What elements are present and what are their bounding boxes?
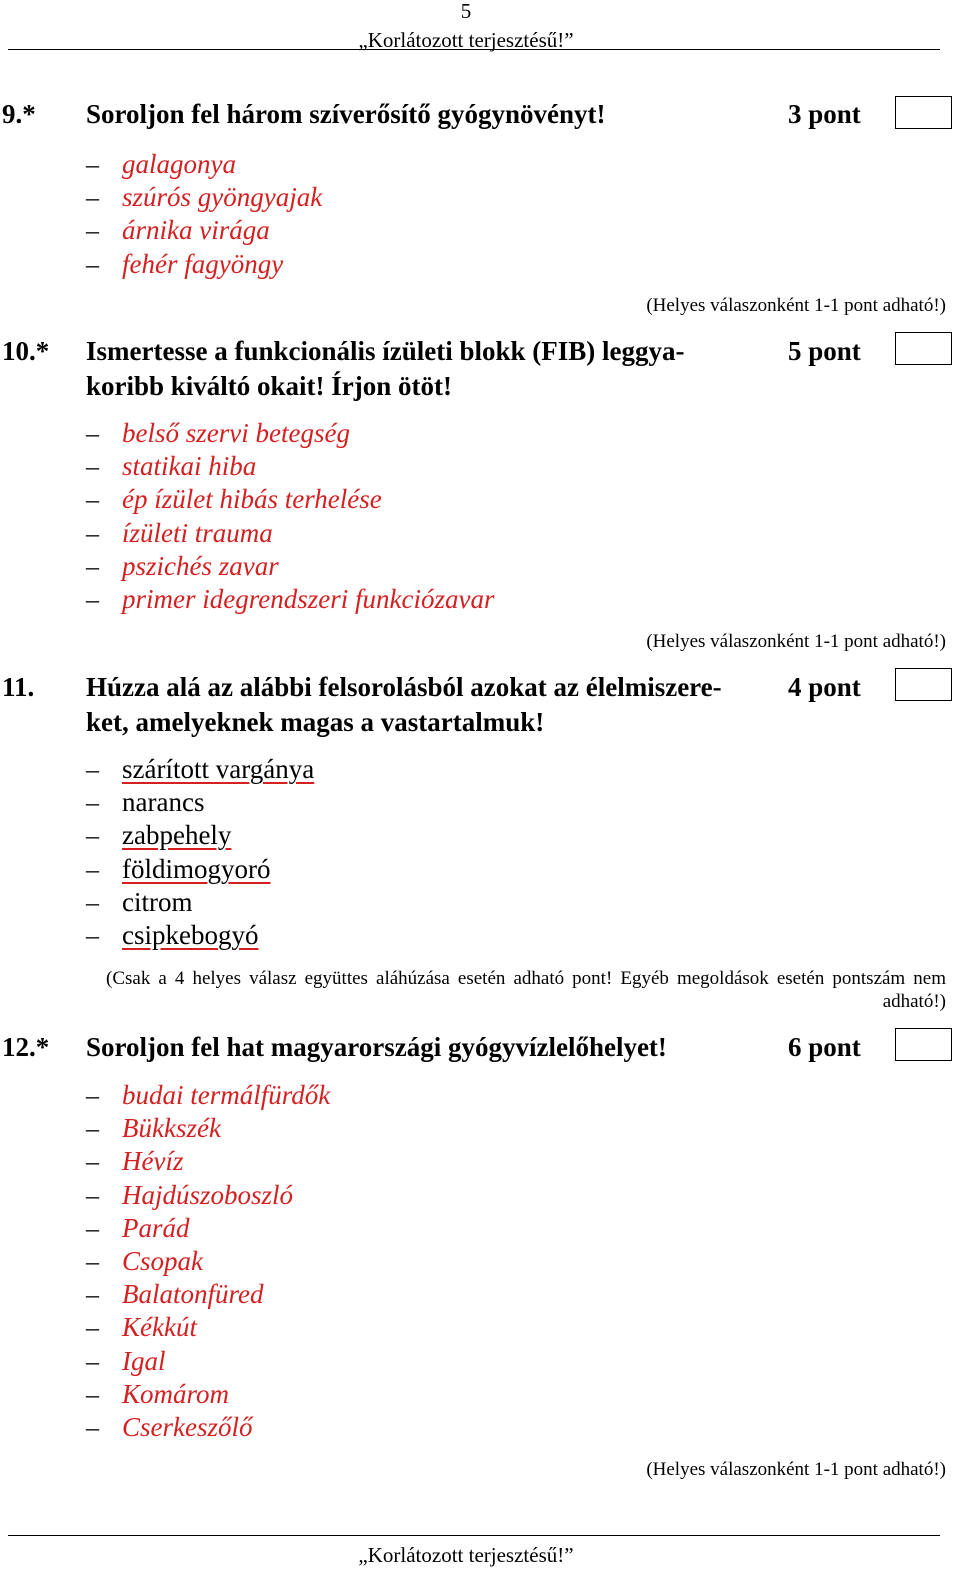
header-divider [8,49,940,50]
list-marker: – [86,1214,99,1243]
q12-answer: Igal [122,1346,166,1376]
list-marker: – [86,788,99,817]
q12-answer: Kékkút [122,1312,197,1342]
q10-answer: pszichés zavar [122,551,279,581]
q12-scoring-note: (Helyes válaszonként 1-1 pont adható!) [646,1459,946,1480]
list-marker: – [86,1380,99,1409]
q10-answer: ízületi trauma [122,518,273,548]
list-marker: – [86,921,99,950]
list-marker: – [86,1347,99,1376]
list-marker: – [86,519,99,548]
q9-text: Soroljon fel három szíverősítő gyógynövényt! [86,99,606,129]
header-restriction: „Korlátozott terjesztésű!” [358,28,574,52]
q9-answer: galagonya [122,149,236,179]
q12-number: 12.* [2,1032,50,1062]
q9-answer: árnika virága [122,215,270,245]
q12-answer: Cserkeszőlő [122,1412,253,1442]
list-marker: – [86,855,99,884]
list-marker: – [86,1313,99,1342]
q11-option[interactable]: citrom [122,887,193,917]
list-marker: – [86,1247,99,1276]
q9-answer: fehér fagyöngy [122,249,284,279]
q10-number: 10.* [2,336,50,366]
list-marker: – [86,1081,99,1110]
q11-text-line2: ket, amelyeknek magas a vastartalmuk! [86,707,545,737]
q12-answer: Csopak [122,1246,203,1276]
list-marker: – [86,755,99,784]
q10-answer: ép ízület hibás terhelése [122,484,382,514]
q10-answer: primer idegrendszeri funkciózavar [122,584,495,614]
q10-points: 5 pont [788,336,861,366]
q12-answer: Hévíz [122,1146,184,1176]
q11-option[interactable]: narancs [122,787,205,817]
q11-score-box[interactable] [895,668,952,701]
footer-restriction: „Korlátozott terjesztésű!” [358,1543,574,1567]
list-marker: – [86,452,99,481]
q11-text-line1: Húzza alá az alábbi felsorolásból azokat az élelmiszere- [86,672,722,702]
footer-divider [8,1535,940,1536]
q11-option-underlined[interactable]: szárított vargánya [122,754,315,784]
q11-scoring-note: (Csak a 4 helyes válasz együttes aláhúzása esetén adható pont! Egyéb megoldások esetén pontszám nem adható!) [106,968,946,1012]
q12-answer: Parád [122,1213,190,1243]
q9-scoring-note: (Helyes válaszonként 1-1 pont adható!) [646,295,946,316]
list-marker: – [86,150,99,179]
q9-number: 9.* [2,99,36,129]
list-marker: – [86,485,99,514]
list-marker: – [86,183,99,212]
list-marker: – [86,216,99,245]
q12-answer: Bükkszék [122,1113,221,1143]
q11-option-underlined[interactable]: csipkebogyó [122,920,259,950]
q11-number: 11. [2,672,35,702]
q10-answer: statikai hiba [122,451,257,481]
q9-answer: szúrós gyöngyajak [122,182,323,212]
q12-answer: Balatonfüred [122,1279,264,1309]
q12-answer: budai termálfürdők [122,1080,331,1110]
q10-scoring-note: (Helyes válaszonként 1-1 pont adható!) [646,631,946,652]
list-marker: – [86,1147,99,1176]
q12-points: 6 pont [788,1032,861,1062]
list-marker: – [86,1181,99,1210]
list-marker: – [86,1413,99,1442]
page-number: 5 [460,0,472,23]
q10-score-box[interactable] [895,332,952,365]
q11-option-underlined[interactable]: földimogyoró [122,854,271,884]
list-marker: – [86,585,99,614]
q9-score-box[interactable] [895,96,952,129]
q12-text: Soroljon fel hat magyarországi gyógyvízlelőhelyet! [86,1032,667,1062]
q12-answer: Hajdúszoboszló [122,1180,294,1210]
list-marker: – [86,250,99,279]
list-marker: – [86,888,99,917]
list-marker: – [86,821,99,850]
q10-answer: belső szervi betegség [122,418,350,448]
list-marker: – [86,419,99,448]
list-marker: – [86,552,99,581]
q10-text-line1: Ismertesse a funkcionális ízületi blokk (FIB) leggya- [86,336,685,366]
list-marker: – [86,1114,99,1143]
q10-text-line2: koribb kiváltó okait! Írjon ötöt! [86,371,453,401]
q9-points: 3 pont [788,99,861,129]
q12-score-box[interactable] [895,1028,952,1061]
q11-points: 4 pont [788,672,861,702]
q11-option-underlined[interactable]: zabpehely [122,820,232,850]
q12-answer: Komárom [122,1379,230,1409]
list-marker: – [86,1280,99,1309]
